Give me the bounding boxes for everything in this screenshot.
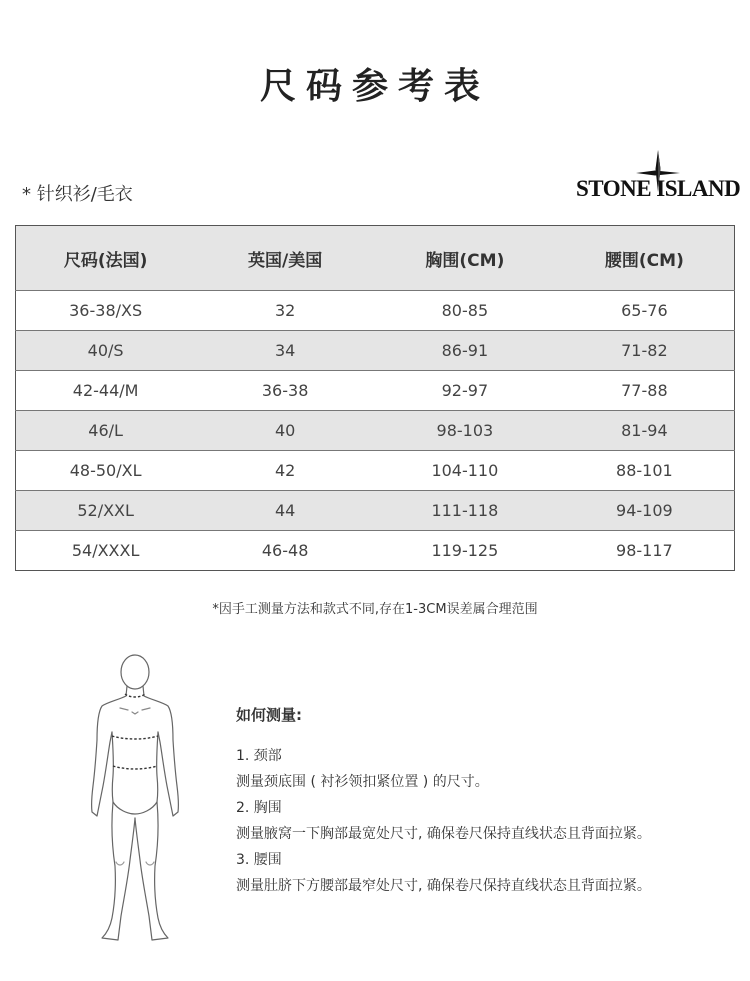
body-measurement-figure [88,648,198,948]
page-title: 尺码参考表 [259,66,490,107]
neck-instruction: 测量颈底围 ( 衬衫领扣紧位置 ) 的尺寸。 [236,774,489,790]
cell-size-fr: 42-44/M [72,381,139,400]
brand-logo [576,150,741,206]
neck-heading: 1. 颈部 [236,748,282,764]
chest-heading: 2. 胸围 [236,800,282,816]
cell-size-uk-us: 32 [274,301,296,320]
cell-chest: 119-125 [431,541,499,560]
table-row [16,371,735,411]
table-row [16,331,735,371]
how-to-measure-section [236,704,736,899]
chest-instruction: 测量腋窝一下胸部最宽处尺寸, 确保卷尺保持直线状态且背面拉紧。 [236,826,651,842]
size-chart-table [15,225,735,571]
table-row [16,491,735,531]
cell-waist: 65-76 [621,301,668,320]
cell-chest: 80-85 [441,301,489,320]
cell-size-uk-us: 40 [274,421,296,440]
header-size-fr: 尺码(法国) [63,250,148,271]
cell-chest: 98-103 [436,421,494,440]
cell-size-uk-us: 36-38 [261,381,309,400]
human-figure-icon [88,648,198,948]
cell-waist: 81-94 [621,421,668,440]
cell-size-fr: 54/XXXL [71,541,140,560]
table-row [16,531,735,571]
category-label: * 针织衫/毛衣 [22,184,133,205]
waist-heading: 3. 腰围 [236,852,282,868]
waist-instruction: 测量肚脐下方腰部最窄处尺寸, 确保卷尺保持直线状态且背面拉紧。 [236,878,651,894]
table-header-row [16,226,735,291]
cell-chest: 111-118 [431,501,499,520]
cell-size-fr: 46/L [88,421,123,440]
cell-waist: 77-88 [621,381,668,400]
header-chest: 胸围(CM) [425,250,505,271]
measurement-note: *因手工测量方法和款式不同,存在1-3CM误差属合理范围 [212,602,538,617]
cell-waist: 94-109 [616,501,673,520]
cell-size-uk-us: 44 [274,501,296,520]
cell-size-fr: 52/XXL [77,501,134,520]
table-row [16,291,735,331]
header-size-uk-us: 英国/美国 [248,250,323,271]
table-row [16,451,735,491]
cell-size-fr: 36-38/XS [69,301,143,320]
cell-size-fr: 40/S [87,341,124,360]
cell-size-uk-us: 46-48 [261,541,309,560]
cell-chest: 92-97 [441,381,489,400]
cell-size-uk-us: 42 [274,461,296,480]
cell-waist: 71-82 [621,341,668,360]
cell-size-uk-us: 34 [274,341,296,360]
brand-logo-text: STONE ISLAND [576,176,741,201]
cell-chest: 104-110 [431,461,499,480]
header-waist: 腰围(CM) [604,250,684,271]
cell-size-fr: 48-50/XL [69,461,142,480]
cell-waist: 88-101 [616,461,673,480]
how-to-measure-title: 如何测量: [236,706,302,724]
table-row [16,411,735,451]
cell-waist: 98-117 [616,541,673,560]
cell-chest: 86-91 [441,341,489,360]
